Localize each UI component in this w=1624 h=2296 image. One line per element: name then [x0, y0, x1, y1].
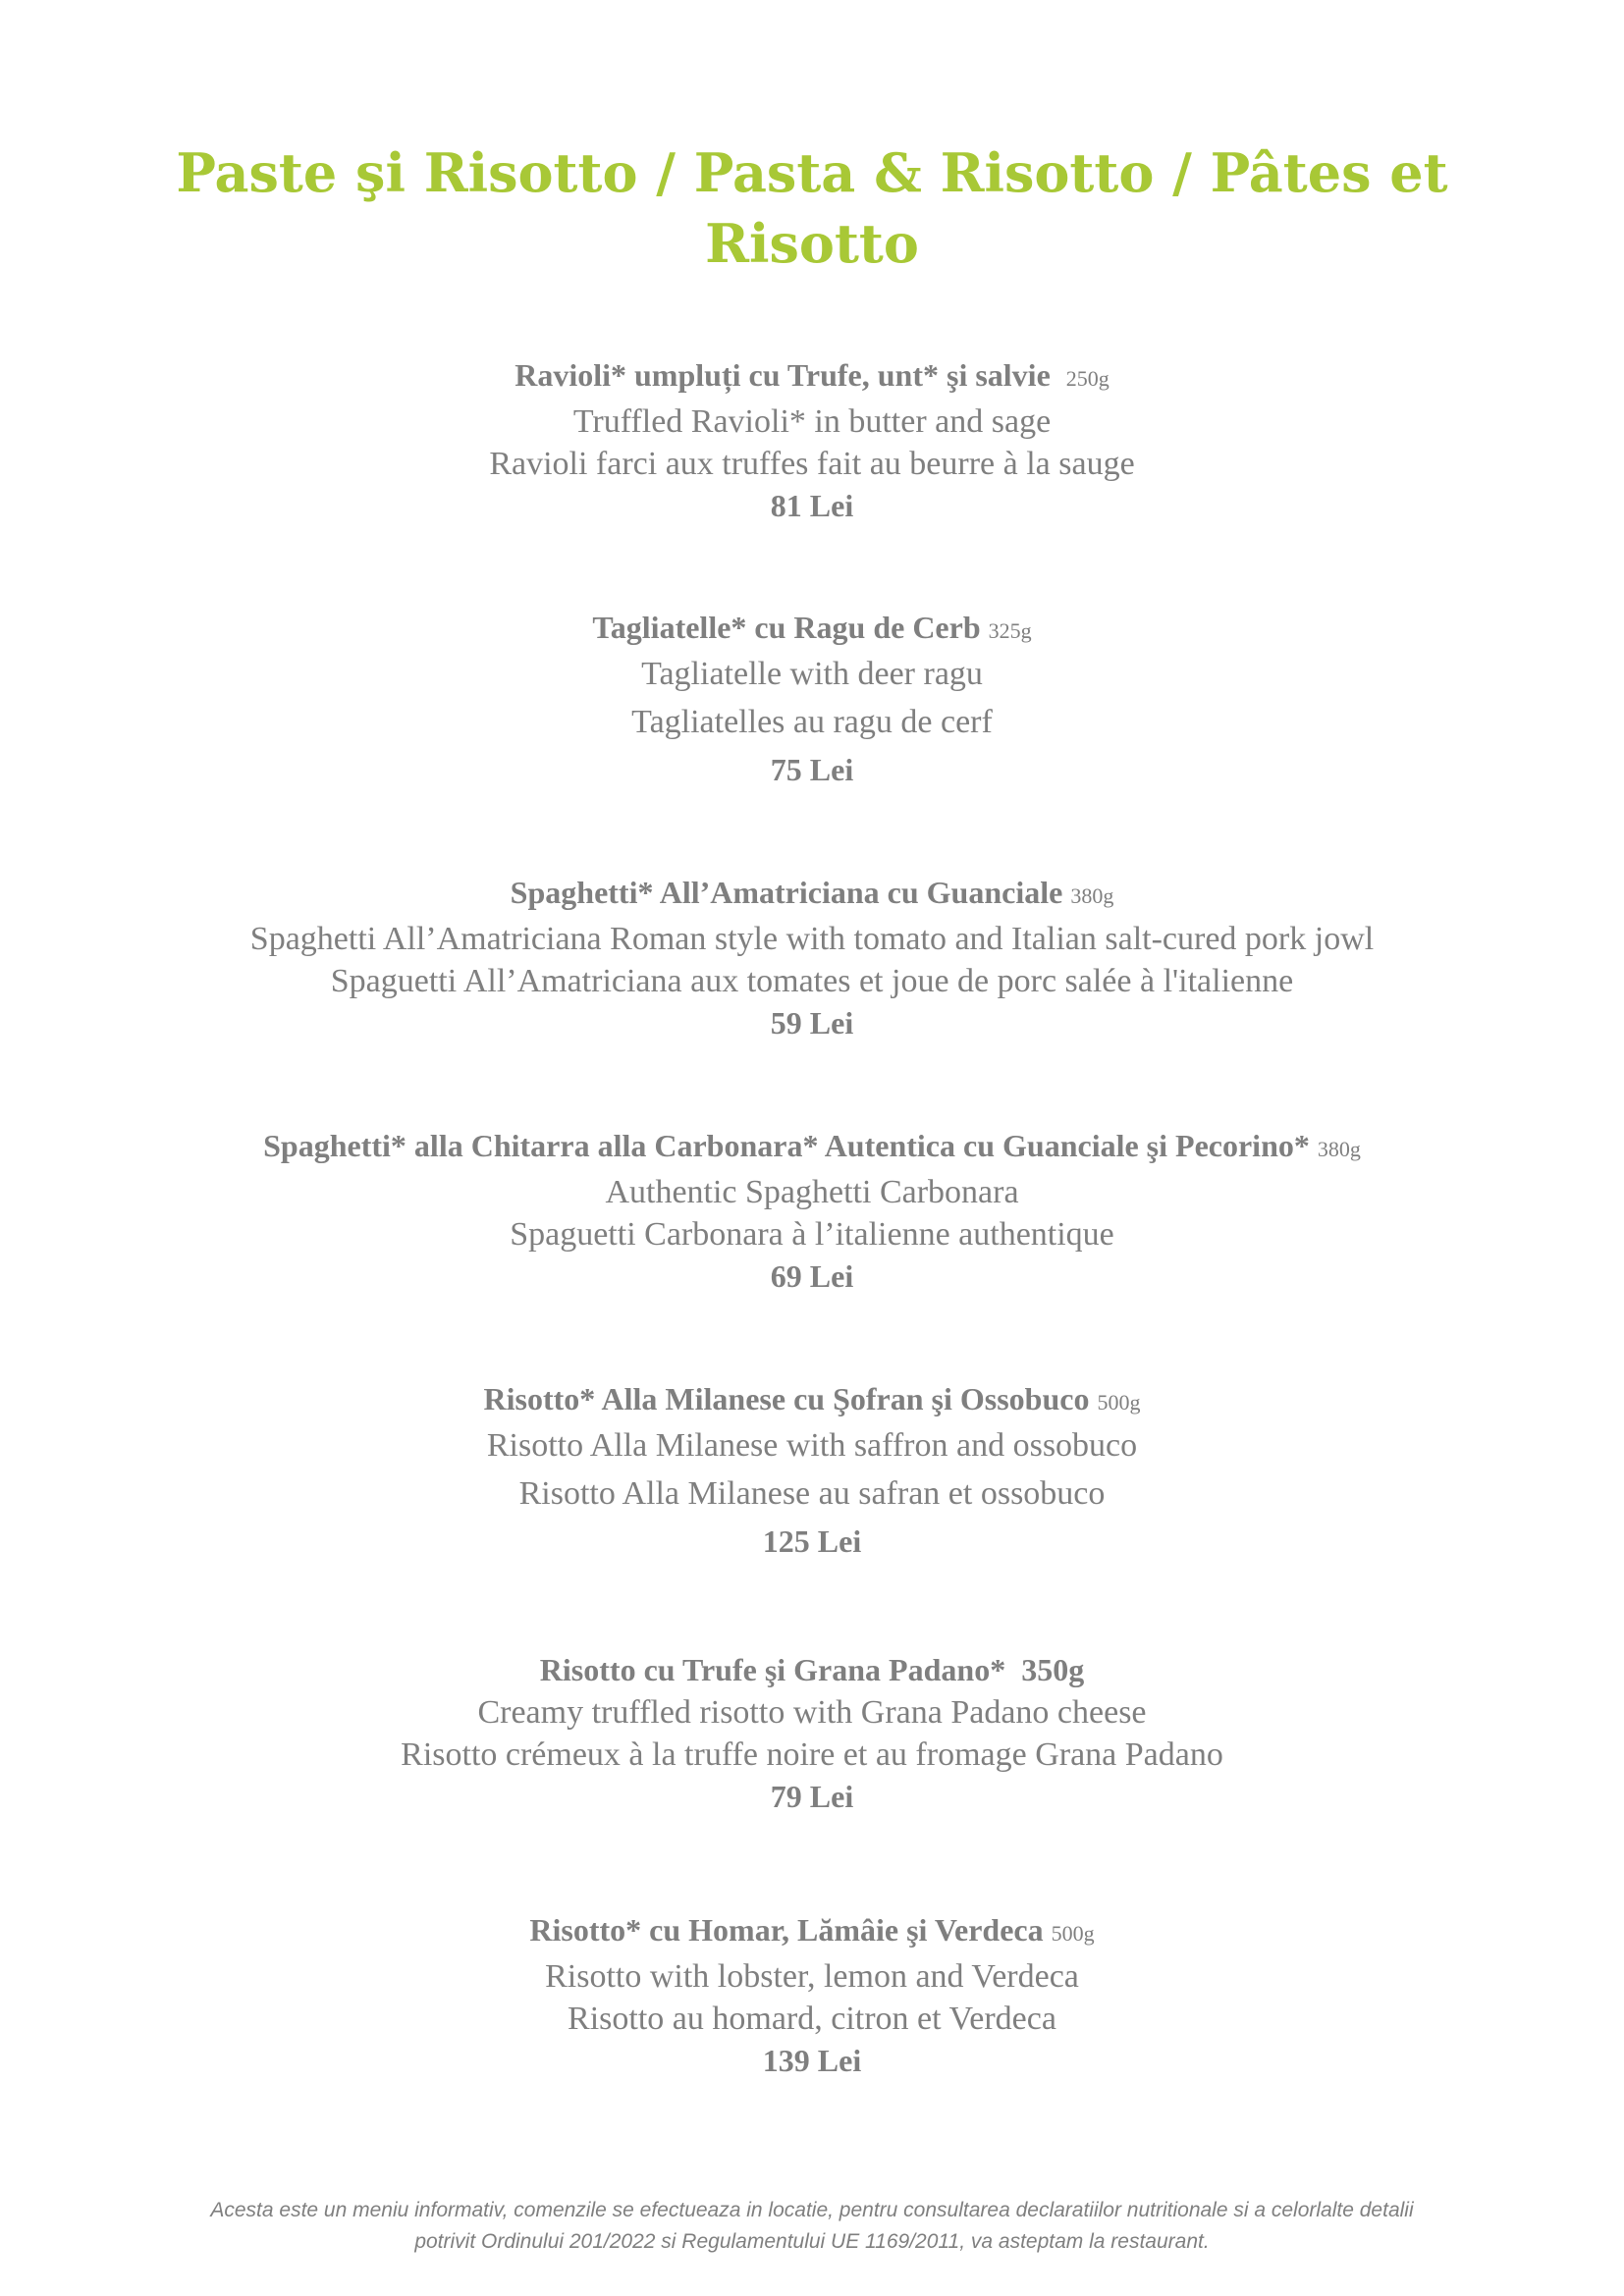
item-price: 79 Lei	[770, 1779, 854, 1814]
menu-item	[0, 606, 1624, 791]
menu-item	[0, 353, 1624, 527]
menu-item	[0, 1648, 1624, 1818]
item-price: 81 Lei	[770, 488, 854, 523]
legal-footer	[118, 2195, 1506, 2258]
item-name: Risotto* Alla Milanese cu Şofran şi Ossobuco	[483, 1381, 1090, 1416]
menu-item	[0, 1377, 1624, 1563]
item-description-fr: Risotto Alla Milanese au safran et ossobuco	[518, 1475, 1106, 1512]
item-weight: 380g	[1070, 883, 1114, 908]
item-description-fr: Spaguetti All’Amatriciana aux tomates et joue de porc salée à l'italienne	[330, 963, 1294, 999]
item-description-en: Spaghetti All’Amatriciana Roman style with tomato and Italian salt-cured pork jowl	[249, 921, 1375, 957]
item-description-fr: Risotto crémeux à la truffe noire et au fromage Grana Padano	[401, 1736, 1223, 1773]
item-price: 125 Lei	[762, 1523, 862, 1559]
item-weight: 380g	[1317, 1137, 1361, 1161]
item-name: Spaghetti* alla Chitarra alla Carbonara* Autentica cu Guanciale şi Pecorino*	[263, 1128, 1310, 1163]
item-weight: 500g	[1097, 1390, 1141, 1415]
item-description-en: Tagliatelle with deer ragu	[641, 656, 983, 692]
menu-item	[0, 1908, 1624, 2082]
menu-item	[0, 871, 1624, 1044]
item-price: 139 Lei	[762, 2043, 862, 2078]
item-description-en: Risotto Alla Milanese with saffron and ossobuco	[486, 1427, 1138, 1464]
item-description-en: Truffled Ravioli* in butter and sage	[572, 403, 1052, 440]
footer-line: Acesta este un meniu informativ, comenzile se efectueaza in locatie, pentru consultarea declaratiilor nutritionale si a celorlalte detalii	[210, 2199, 1414, 2221]
item-description-en: Risotto with lobster, lemon and Verdeca	[545, 1958, 1079, 1995]
item-description-fr: Tagliatelles au ragu de cerf	[631, 704, 993, 740]
footer-line: potrivit Ordinului 201/2022 si Regulamentului UE 1169/2011, va asteptam la restaurant.	[414, 2230, 1210, 2253]
item-name: Risotto cu Trufe şi Grana Padano*	[539, 1652, 1006, 1687]
item-description-fr: Risotto au homard, citron et Verdeca	[568, 2001, 1056, 2037]
item-name: Risotto* cu Homar, Lămâie şi Verdeca	[529, 1912, 1044, 1948]
item-price: 69 Lei	[770, 1258, 854, 1294]
item-price: 75 Lei	[770, 752, 854, 787]
item-description-fr: Ravioli farci aux truffes fait au beurre à la sauge	[489, 446, 1135, 482]
page-title: Paste şi Risotto / Pasta & Risotto / Pâtes et Risotto	[176, 141, 1448, 275]
item-description-fr: Spaguetti Carbonara à l’italienne authentique	[510, 1216, 1114, 1253]
item-description-en: Authentic Spaghetti Carbonara	[605, 1174, 1019, 1210]
item-weight: 250g	[1065, 366, 1110, 391]
menu-item	[0, 1124, 1624, 1298]
item-name: Spaghetti* All’Amatriciana cu Guanciale	[510, 875, 1063, 910]
item-weight: 500g	[1051, 1921, 1095, 1946]
item-weight: 325g	[988, 618, 1032, 643]
item-name: Ravioli* umpluți cu Trufe, unt* şi salvie	[514, 357, 1051, 393]
item-description-en: Creamy truffled risotto with Grana Padano cheese	[477, 1694, 1147, 1731]
item-name: Tagliatelle* cu Ragu de Cerb	[592, 610, 981, 645]
item-price: 59 Lei	[770, 1005, 854, 1041]
item-weight: 350g	[1021, 1652, 1085, 1687]
